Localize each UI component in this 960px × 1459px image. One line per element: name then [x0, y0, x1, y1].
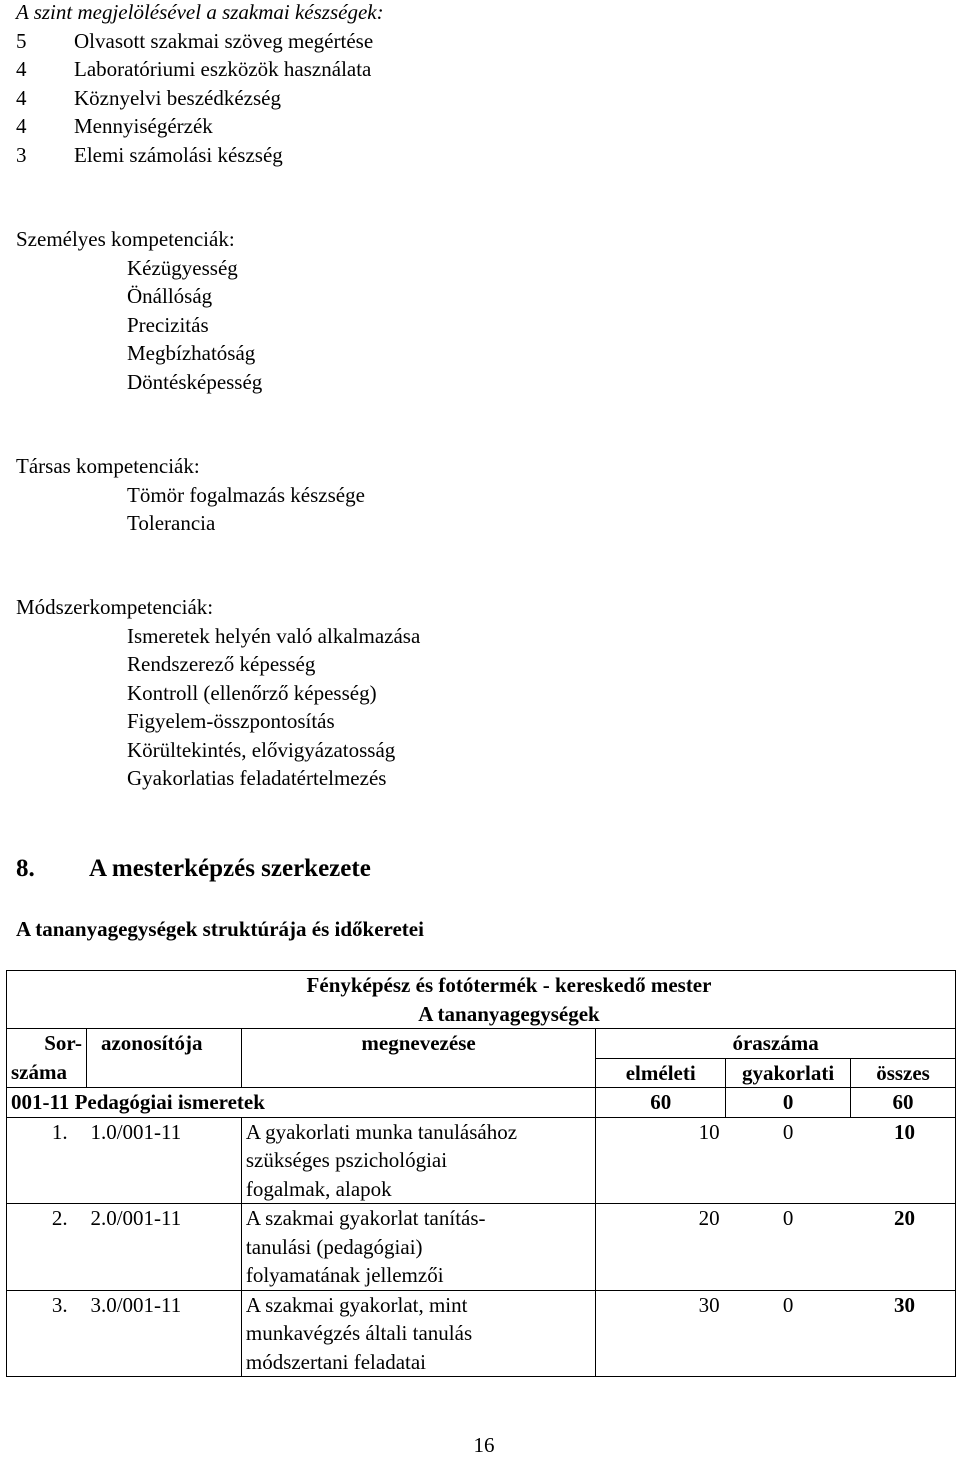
row-name-line: A szakmai gyakorlat tanítás-	[245, 1206, 486, 1230]
skills-heading: A szint megjelölésével a szakmai készségek:	[16, 0, 384, 24]
skill-item	[16, 55, 384, 84]
competency-item: Tömör fogalmazás készsége	[127, 482, 365, 507]
section-number: 8.	[16, 855, 35, 882]
skill-label: Köznyelvi beszédkézség	[74, 85, 281, 110]
row-azonosito: 1.0/001-11	[86, 1117, 241, 1204]
table-title: Fényképész és fotótermék - kereskedő mester	[7, 971, 956, 1000]
row-name-line: munkavégzés általi tanulás	[245, 1321, 473, 1345]
skill-level: 4	[16, 85, 27, 110]
competency-item: Önállóság	[127, 284, 213, 308]
skill-item	[16, 27, 384, 56]
row-gyakorlati: 0	[726, 1204, 851, 1291]
row-osszes: 20	[851, 1204, 956, 1291]
row-osszes: 30	[851, 1290, 956, 1377]
competency-item: Tolerancia	[127, 511, 216, 535]
section-subtitle: A tananyagegységek struktúrája és időkeretei	[16, 917, 424, 941]
social-heading: Társas kompetenciák:	[16, 454, 200, 478]
competency-item: Kontroll (ellenőrző képesség)	[127, 680, 377, 705]
skill-label: Laboratóriumi eszközök használata	[74, 57, 372, 81]
table-subtitle: A tananyagegységek	[7, 1000, 956, 1029]
row-name-line: A gyakorlati munka tanulásához	[245, 1119, 518, 1144]
header-elmeleti: elméleti	[596, 1058, 726, 1088]
row-megnevezes	[241, 1290, 595, 1377]
skill-label: Elemi számolási készség	[74, 142, 283, 167]
row-name-line: folyamatának jellemzői	[245, 1263, 444, 1287]
row-azonosito: 2.0/001-11	[86, 1204, 241, 1291]
header-gyakorlati: gyakorlati	[726, 1058, 851, 1088]
row-sor: 2.	[7, 1204, 87, 1291]
competency-item: Kézügyesség	[127, 255, 238, 280]
row-name-line: módszertani feladatai	[245, 1349, 427, 1374]
header-szama: száma	[7, 1058, 87, 1088]
skill-label: Mennyiségérzék	[74, 114, 213, 138]
row-name-line: A szakmai gyakorlat, mint	[245, 1292, 468, 1317]
header-megnevezese: megnevezése	[241, 1029, 595, 1088]
personal-heading: Személyes kompetenciák:	[16, 227, 235, 251]
module-osszes: 60	[851, 1088, 956, 1118]
row-elmeleti: 20	[596, 1204, 726, 1291]
skill-item	[16, 141, 384, 170]
skill-level: 4	[16, 57, 27, 81]
section-heading	[16, 852, 371, 886]
units-table	[6, 970, 956, 1377]
method-heading: Módszerkompetenciák:	[16, 595, 214, 619]
row-name-line: tanulási (pedagógiai)	[245, 1234, 423, 1259]
row-osszes: 10	[851, 1117, 956, 1204]
skill-level: 3	[16, 142, 27, 167]
row-elmeleti: 10	[596, 1117, 726, 1204]
module-gyakorlati: 0	[726, 1088, 851, 1118]
table-row	[7, 1117, 956, 1204]
row-name-line: fogalmak, alapok	[245, 1176, 392, 1201]
section-title: A mesterképzés szerkezete	[89, 855, 371, 882]
table-row	[7, 1204, 956, 1291]
competency-item: Figyelem-összpontosítás	[127, 709, 335, 733]
table-title-row	[7, 971, 956, 1000]
competency-item: Precizitás	[127, 312, 209, 337]
module-label: 001-11 Pedagógiai ismeretek	[7, 1088, 596, 1118]
row-megnevezes	[241, 1204, 595, 1291]
competency-item: Körültekintés, elővigyázatosság	[127, 737, 396, 762]
header-azonositoja: azonosítója	[86, 1029, 241, 1088]
competency-item: Döntésképesség	[127, 369, 263, 394]
table-subtitle-row	[7, 1000, 956, 1029]
row-name-line: szükséges pszichológiai	[245, 1148, 448, 1172]
competency-item: Megbízhatóság	[127, 341, 256, 365]
competency-item: Ismeretek helyén való alkalmazása	[127, 623, 421, 648]
header-oraszama: óraszáma	[596, 1029, 956, 1059]
skill-item	[16, 84, 384, 113]
method-competencies-section	[16, 593, 420, 793]
row-megnevezes	[241, 1117, 595, 1204]
table-row	[7, 1290, 956, 1377]
skill-label: Olvasott szakmai szöveg megértése	[74, 28, 374, 53]
competency-item: Rendszerező képesség	[127, 652, 316, 676]
competency-item: Gyakorlatias feladatértelmezés	[127, 766, 387, 790]
module-elmeleti: 60	[596, 1088, 726, 1118]
header-sor: Sor-	[7, 1029, 87, 1059]
personal-competencies-section	[16, 225, 262, 396]
row-gyakorlati: 0	[726, 1117, 851, 1204]
social-competencies-section	[16, 452, 365, 538]
row-azonosito: 3.0/001-11	[86, 1290, 241, 1377]
skill-level: 5	[16, 28, 27, 53]
skill-item	[16, 112, 384, 141]
row-sor: 3.	[7, 1290, 87, 1377]
row-elmeleti: 30	[596, 1290, 726, 1377]
skill-level: 4	[16, 114, 27, 138]
page-number: 16	[473, 1433, 495, 1457]
header-osszes: összes	[851, 1058, 956, 1088]
table-header-row	[7, 1029, 956, 1059]
skills-section	[16, 0, 384, 169]
module-row	[7, 1088, 956, 1118]
row-gyakorlati: 0	[726, 1290, 851, 1377]
row-sor: 1.	[7, 1117, 87, 1204]
